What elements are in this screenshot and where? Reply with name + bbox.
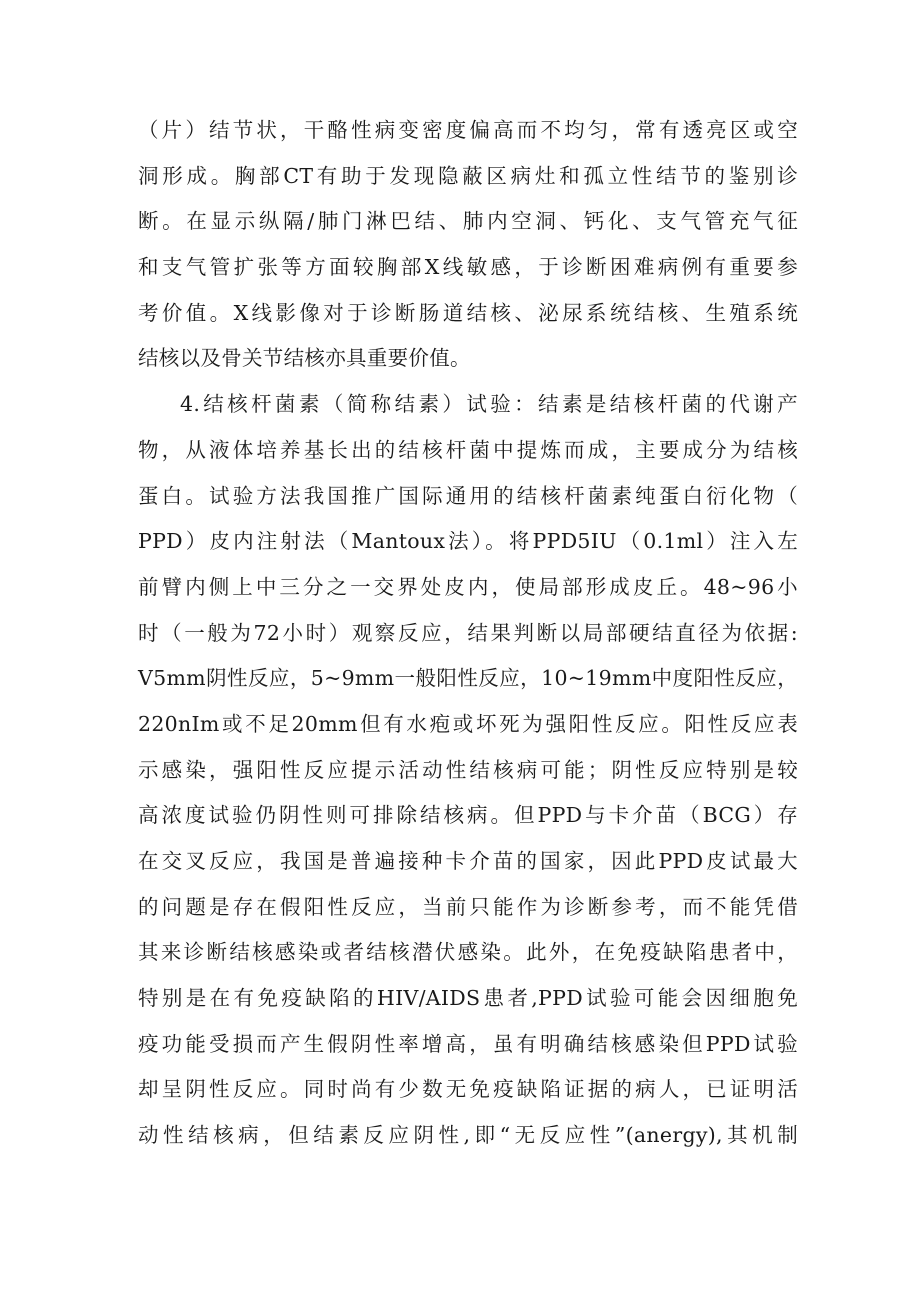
text-line: 前臂内侧上中三分之一交界处皮内，使局部形成皮丘。48~96小 xyxy=(138,574,798,599)
text-line: 的问题是存在假阳性反应，当前只能作为诊断参考，而不能凭借 xyxy=(138,894,798,919)
text-line: （片）结节状，干酪性病变密度偏高而不均匀，常有透亮区或空 xyxy=(138,118,798,142)
text-line: 疫功能受损而产生假阴性率增高，虽有明确结核感染但PPD试验 xyxy=(138,1031,798,1056)
text-line: V5mm阴性反应，5~9mm一般阳性反应，10~19mm中度阳性反应， xyxy=(138,666,798,691)
text-line: PPD）皮内注射法（Mantoux法）。将PPD5IU（0.1ml）注入左 xyxy=(138,529,798,554)
text-line: 时（一般为72小时）观察反应，结果判断以局部硬结直径为依据: xyxy=(138,620,798,645)
text-line: 结核以及骨关节结核亦具重要价值。 xyxy=(138,346,471,371)
text-line: 特别是在有免疫缺陷的HIV/AIDS患者,PPD试验可能会因细胞免 xyxy=(138,986,798,1011)
text-line: 物，从液体培养基长出的结核杆菌中提炼而成，主要成分为结核 xyxy=(138,437,798,462)
text-line: 断。在显示纵隔/肺门淋巴结、肺内空洞、钙化、支气管充气征 xyxy=(138,209,798,234)
text-line: 在交叉反应，我国是普遍接种卡介苗的国家，因此PPD皮试最大 xyxy=(138,849,798,873)
text-line: 却呈阴性反应。同时尚有少数无免疫缺陷证据的病人，已证明活 xyxy=(138,1077,798,1102)
text-line: 220nIm或不足20mm但有水疱或坏死为强阳性反应。阳性反应表 xyxy=(138,711,798,736)
text-line: 蛋白。试验方法我国推广国际通用的结核杆菌素纯蛋白衍化物（ xyxy=(138,483,798,508)
text-line: 示感染，强阳性反应提示活动性结核病可能；阴性反应特别是较 xyxy=(138,757,798,782)
text-line: 和支气管扩张等方面较胸部X线敏感，于诊断困难病例有重要参 xyxy=(138,255,798,280)
text-line: 洞形成。胸部CT有助于发现隐蔽区病灶和孤立性结节的鉴别诊 xyxy=(138,163,798,188)
text-line: 高浓度试验仍阴性则可排除结核病。但PPD与卡介苗（BCG）存 xyxy=(138,803,798,828)
text-line: 考价值。X线影像对于诊断肠道结核、泌尿系统结核、生殖系统 xyxy=(138,300,798,325)
text-line: 动性结核病，但结素反应阴性,即“无反应性”(anergy),其机制 xyxy=(138,1123,798,1148)
text-line: 其来诊断结核感染或者结核潜伏感染。此外，在免疫缺陷患者中， xyxy=(138,940,798,965)
paragraph-start-line: 4.结核杆菌素（简称结素）试验：结素是结核杆菌的代谢产 xyxy=(180,392,798,417)
body-text xyxy=(138,108,798,1159)
